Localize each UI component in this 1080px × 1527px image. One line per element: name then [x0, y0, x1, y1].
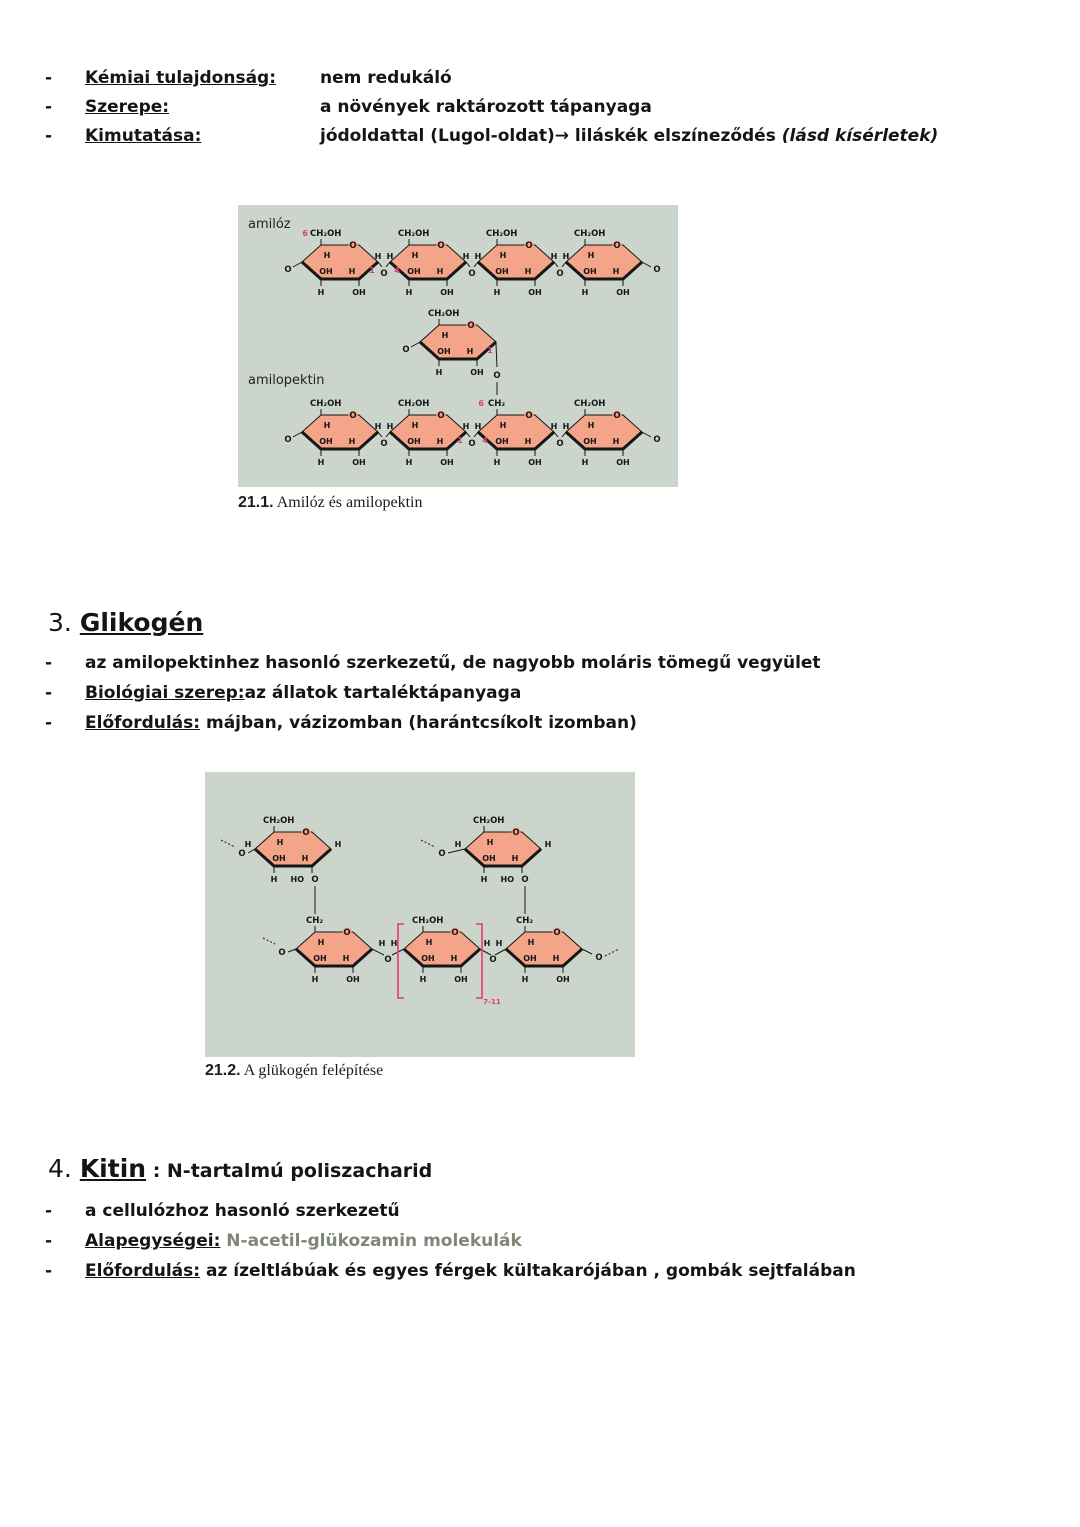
bullet-row [45, 1226, 856, 1256]
svg-text:H: H [462, 252, 470, 261]
svg-text:OH: OH [440, 458, 454, 467]
bullet-text: májban, vázizomban (harántcsíkolt izomban) [200, 713, 637, 733]
svg-text:CH₂OH: CH₂OH [486, 229, 518, 239]
svg-text:CH₂: CH₂ [488, 399, 506, 409]
svg-text:H: H [374, 252, 382, 261]
svg-text:H: H [411, 251, 419, 260]
svg-text:1: 1 [487, 346, 493, 355]
svg-text:H: H [499, 251, 507, 260]
svg-text:O: O [437, 411, 445, 421]
svg-text:O: O [311, 875, 319, 885]
svg-text:H: H [323, 251, 331, 260]
bullet-dash: - [45, 1201, 53, 1221]
svg-text:CH₂OH: CH₂OH [398, 399, 430, 409]
section-title-kitin: Kitin [79, 1154, 147, 1183]
svg-text:H: H [244, 840, 252, 849]
svg-text:OH: OH [319, 437, 333, 446]
bullet-label: Biológiai szerep: [85, 683, 245, 703]
svg-text:O: O [402, 345, 410, 355]
svg-text:O: O [613, 411, 621, 421]
svg-text:OH: OH [440, 288, 454, 297]
svg-text:H: H [480, 875, 488, 884]
svg-text:HO: HO [500, 875, 514, 884]
svg-text:H: H [562, 422, 570, 431]
svg-text:H: H [386, 252, 394, 261]
svg-text:H: H [524, 437, 532, 446]
svg-text:H: H [474, 252, 482, 261]
svg-text:CH₂OH: CH₂OH [398, 229, 430, 239]
bullet-dash: - [45, 683, 53, 703]
svg-text:O: O [595, 953, 603, 963]
figure2-caption-number: 21.2. [205, 1062, 241, 1079]
svg-text:1: 1 [457, 436, 463, 445]
svg-text:OH: OH [523, 954, 537, 963]
svg-text:H: H [374, 422, 382, 431]
svg-text:H: H [587, 251, 595, 260]
svg-text:CH₂OH: CH₂OH [574, 229, 606, 239]
svg-text:O: O [613, 241, 621, 251]
bullet-text: az ízeltlábúak és egyes férgek kültakarójában , gombák sejtfalában [200, 1261, 856, 1281]
svg-text:H: H [317, 458, 325, 467]
svg-text:CH₂OH: CH₂OH [428, 309, 460, 319]
svg-text:H: H [411, 421, 419, 430]
svg-text:H: H [581, 288, 589, 297]
glycogen-structure-drawing [205, 772, 635, 1057]
svg-text:O: O [525, 241, 533, 251]
figure2-caption [205, 1062, 383, 1080]
svg-text:4: 4 [482, 436, 488, 445]
bullet-text-muted: N-acetil-glükozamin molekulák [220, 1231, 522, 1251]
svg-text:OH: OH [421, 954, 435, 963]
bullet-value-kemiai: nem redukáló [320, 68, 452, 88]
svg-text:O: O [493, 371, 501, 381]
svg-text:H: H [348, 437, 356, 446]
section-title-glikogen: Glikogén [79, 608, 204, 637]
svg-text:H: H [405, 458, 413, 467]
svg-text:OH: OH [437, 347, 451, 356]
svg-text:OH: OH [346, 975, 360, 984]
figure-amylose-amylopectin [238, 205, 678, 487]
svg-text:H: H [474, 422, 482, 431]
glikogen-bullet-3 [85, 708, 637, 738]
svg-text:O: O [302, 828, 310, 838]
svg-text:H: H [527, 938, 535, 947]
svg-text:6: 6 [302, 229, 308, 238]
svg-text:H: H [311, 975, 319, 984]
svg-text:OH: OH [616, 458, 630, 467]
svg-text:OH: OH [528, 458, 542, 467]
top-bullet-list [45, 64, 938, 151]
bullet-dash: - [45, 126, 53, 146]
svg-text:H: H [612, 267, 620, 276]
svg-text:CH₂: CH₂ [516, 916, 534, 926]
kitin-bullet-list [45, 1196, 856, 1286]
svg-text:H: H [552, 954, 560, 963]
bullet-dash: - [45, 1261, 53, 1281]
svg-text:H: H [425, 938, 433, 947]
amylose-label: amilóz [248, 217, 291, 232]
svg-text:O: O [437, 241, 445, 251]
svg-text:OH: OH [616, 288, 630, 297]
svg-text:O: O [238, 849, 246, 859]
svg-text:H: H [454, 840, 462, 849]
svg-text:O: O [468, 439, 476, 449]
bullet-label: Előfordulás: [85, 713, 201, 733]
svg-text:CH₂OH: CH₂OH [412, 916, 444, 926]
svg-text:OH: OH [556, 975, 570, 984]
svg-text:OH: OH [495, 437, 509, 446]
svg-text:O: O [489, 955, 497, 965]
section-kitin-heading [48, 1154, 432, 1183]
section-number: 3. [48, 608, 80, 637]
svg-text:O: O [525, 411, 533, 421]
svg-text:H: H [462, 422, 470, 431]
bullet-dash: - [45, 1231, 53, 1251]
figure-glycogen [205, 772, 635, 1057]
svg-text:O: O [556, 439, 564, 449]
svg-text:O: O [512, 828, 520, 838]
svg-text:H: H [466, 347, 474, 356]
bullet-dash: - [45, 97, 53, 117]
svg-text:OH: OH [454, 975, 468, 984]
svg-text:OH: OH [352, 288, 366, 297]
svg-text:O: O [521, 875, 529, 885]
svg-text:O: O [284, 265, 292, 275]
svg-text:H: H [612, 437, 620, 446]
bullet-dash: - [45, 68, 53, 88]
svg-text:H: H [511, 854, 519, 863]
kitin-bullet-1: a cellulózhoz hasonló szerkezetű [85, 1201, 400, 1221]
svg-text:H: H [301, 854, 309, 863]
bullet-label-kemiai: Kémiai tulajdonság: [85, 68, 277, 88]
bullet-dash: - [45, 713, 53, 733]
svg-text:CH₂OH: CH₂OH [310, 399, 342, 409]
svg-text:O: O [451, 928, 459, 938]
svg-text:O: O [653, 435, 661, 445]
svg-text:H: H [581, 458, 589, 467]
svg-text:H: H [378, 939, 386, 948]
svg-text:O: O [284, 435, 292, 445]
svg-text:OH: OH [407, 437, 421, 446]
svg-text:H: H [348, 267, 356, 276]
svg-text:H: H [483, 939, 491, 948]
svg-text:H: H [317, 288, 325, 297]
bullet-value-main: jódoldattal (Lugol-oldat)→ liláskék elszíneződés [320, 126, 782, 146]
svg-text:O: O [653, 265, 661, 275]
section-kitin-subtitle: : N-tartalmú poliszacharid [146, 1160, 433, 1182]
svg-text:CH₂OH: CH₂OH [263, 816, 295, 826]
svg-text:O: O [380, 439, 388, 449]
svg-text:H: H [419, 975, 427, 984]
svg-text:H: H [436, 267, 444, 276]
svg-text:OH: OH [583, 267, 597, 276]
bullet-row [45, 678, 821, 708]
section-number: 4. [48, 1154, 80, 1183]
svg-text:H: H [521, 975, 529, 984]
svg-text:O: O [380, 269, 388, 279]
bullet-text: az állatok tartaléktápanyaga [244, 683, 522, 703]
svg-text:H: H [405, 288, 413, 297]
svg-text:HO: HO [290, 875, 304, 884]
svg-text:O: O [278, 948, 286, 958]
svg-text:H: H [499, 421, 507, 430]
svg-text:OH: OH [583, 437, 597, 446]
svg-text:CH₂OH: CH₂OH [473, 816, 505, 826]
glikogen-bullet-list [45, 648, 821, 738]
svg-text:O: O [343, 928, 351, 938]
amylopectin-label: amilopektin [248, 373, 325, 388]
svg-text:4: 4 [394, 266, 400, 275]
amylose-amylopectin-structure-drawing [238, 205, 678, 487]
svg-text:O: O [384, 955, 392, 965]
svg-text:O: O [468, 269, 476, 279]
glikogen-bullet-1: az amilopektinhez hasonló szerkezetű, de nagyobb moláris tömegű vegyület [85, 653, 821, 673]
svg-text:1: 1 [369, 266, 375, 275]
svg-text:CH₂OH: CH₂OH [310, 229, 342, 239]
bullet-label-szerepe: Szerepe: [85, 97, 170, 117]
svg-text:OH: OH [407, 267, 421, 276]
svg-text:H: H [493, 458, 501, 467]
svg-text:H: H [544, 840, 552, 849]
kitin-bullet-3 [85, 1256, 856, 1286]
bullet-row [45, 708, 821, 738]
svg-text:O: O [438, 849, 446, 859]
svg-text:H: H [495, 939, 503, 948]
figure1-caption-text: Amilóz és amilopektin [273, 494, 423, 511]
svg-text:H: H [342, 954, 350, 963]
svg-text:OH: OH [528, 288, 542, 297]
svg-text:H: H [550, 252, 558, 261]
svg-text:H: H [441, 331, 449, 340]
svg-text:H: H [334, 840, 342, 849]
svg-text:H: H [486, 838, 494, 847]
svg-text:O: O [467, 321, 475, 331]
bullet-value-italic: (lásd kísérletek) [781, 126, 939, 146]
svg-text:O: O [553, 928, 561, 938]
svg-text:OH: OH [319, 267, 333, 276]
svg-text:H: H [524, 267, 532, 276]
svg-text:OH: OH [495, 267, 509, 276]
bullet-label: Előfordulás: [85, 1261, 201, 1281]
svg-text:H: H [276, 838, 284, 847]
svg-text:6: 6 [478, 399, 484, 408]
bullet-value-kimutatasa [320, 122, 938, 151]
bullet-row [45, 1256, 856, 1286]
figure1-caption-number: 21.1. [238, 494, 274, 511]
bullet-row [45, 64, 938, 93]
svg-text:O: O [556, 269, 564, 279]
svg-text:H: H [450, 954, 458, 963]
section-glikogen-heading [48, 608, 203, 637]
bullet-row [45, 122, 938, 151]
svg-text:H: H [270, 875, 278, 884]
bullet-row [45, 648, 821, 678]
bullet-dash: - [45, 653, 53, 673]
svg-text:H: H [323, 421, 331, 430]
svg-text:H: H [436, 437, 444, 446]
kitin-bullet-2 [85, 1226, 522, 1256]
svg-text:OH: OH [470, 368, 484, 377]
figure2-caption-text: A glükogén felépítése [240, 1062, 384, 1079]
svg-text:H: H [550, 422, 558, 431]
svg-text:OH: OH [313, 954, 327, 963]
svg-text:OH: OH [482, 854, 496, 863]
bullet-row [45, 1196, 856, 1226]
svg-text:H: H [317, 938, 325, 947]
svg-text:OH: OH [352, 458, 366, 467]
svg-text:O: O [349, 241, 357, 251]
bullet-row [45, 93, 938, 122]
svg-text:OH: OH [272, 854, 286, 863]
svg-text:H: H [390, 939, 398, 948]
svg-text:H: H [562, 252, 570, 261]
svg-text:H: H [386, 422, 394, 431]
figure1-caption [238, 494, 422, 512]
bullet-label: Alapegységei: [85, 1231, 221, 1251]
glikogen-bullet-2 [85, 678, 521, 708]
svg-text:7-11: 7-11 [483, 998, 501, 1006]
svg-text:H: H [435, 368, 443, 377]
svg-text:H: H [493, 288, 501, 297]
svg-text:H: H [587, 421, 595, 430]
svg-text:CH₂: CH₂ [306, 916, 324, 926]
svg-text:O: O [349, 411, 357, 421]
bullet-label-kimutatasa: Kimutatása: [85, 126, 202, 146]
svg-text:CH₂OH: CH₂OH [574, 399, 606, 409]
bullet-value-szerepe: a növények raktározott tápanyaga [320, 97, 652, 117]
